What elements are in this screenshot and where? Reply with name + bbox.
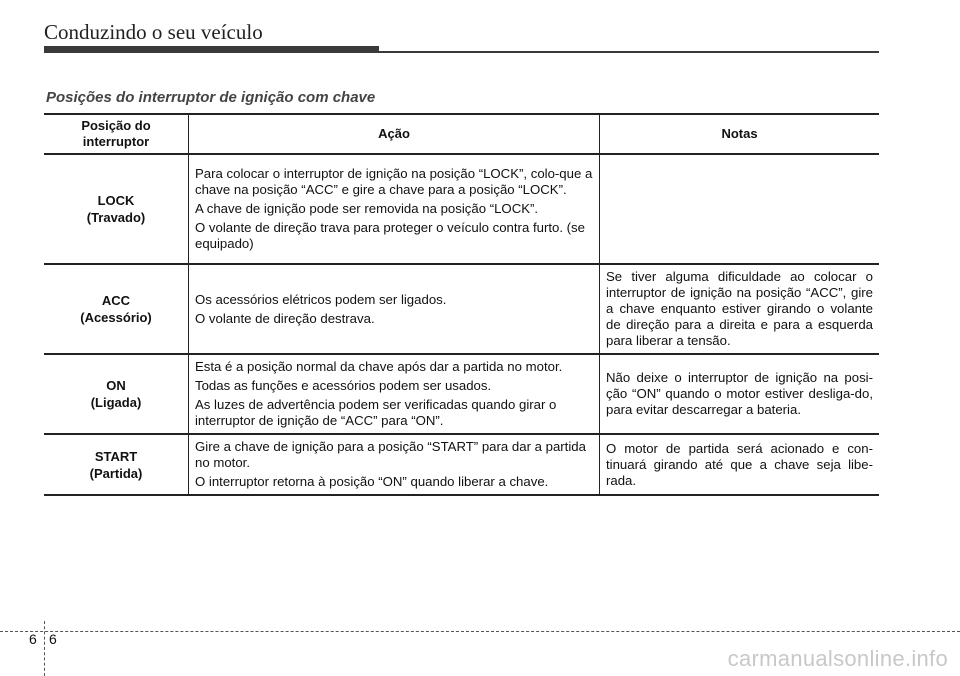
position-cell <box>44 154 189 264</box>
watermark-text: carmanualsonline.info <box>727 646 948 671</box>
position-cell <box>44 264 189 354</box>
column-header-action: Ação <box>189 114 600 154</box>
table-row-start <box>44 434 879 495</box>
column-header-notes: Notas <box>600 114 880 154</box>
action-text: Todas as funções e acessórios podem ser usados. <box>195 378 492 393</box>
action-text: As luzes de advertência podem ser verificadas quando girar o interruptor de ignição de “ACC” para “ON”. <box>195 397 557 428</box>
table-row-on <box>44 354 879 434</box>
table-row-lock <box>44 154 879 264</box>
position-label: (Travado) <box>86 210 146 225</box>
action-text: O volante de direção destrava. <box>195 310 375 326</box>
position-cell <box>44 354 189 434</box>
header-rule-thick <box>44 46 379 53</box>
table-header-row <box>44 114 879 154</box>
page-header-title: Conduzindo o seu veículo <box>44 20 263 44</box>
position-label: (Acessório) <box>80 310 152 325</box>
column-header-position: Posição do interruptor <box>44 114 189 154</box>
action-cell <box>189 154 600 264</box>
position-label: (Partida) <box>89 465 143 481</box>
notes-cell <box>600 154 880 264</box>
action-text: O volante de direção trava para proteger o veículo contra furto. (se equipado) <box>195 220 585 251</box>
notes-cell: Não deixe o interruptor de ignição na posi-ção “ON” quando o motor estiver desliga-do, para evitar descarregar a bateria. <box>600 354 880 434</box>
page-number: 6 <box>49 631 57 647</box>
section-title: Posições do interruptor de ignição com chave <box>46 89 376 106</box>
action-cell <box>189 354 600 434</box>
action-text: Para colocar o interruptor de ignição na posição “LOCK”, colo-que a chave na posição “ACC” e gire a chave para a posição “LOCK”. <box>195 166 593 197</box>
position-name: START <box>94 448 138 464</box>
footer-dashed-divider <box>44 621 45 676</box>
notes-cell: O motor de partida será acionado e con-tinuará girando até que a chave seja libe-rada. <box>600 434 880 495</box>
action-text: Esta é a posição normal da chave após dar a partida no motor. <box>195 359 563 374</box>
footer-dashed-rule <box>0 631 960 632</box>
position-label: (Ligada) <box>90 395 142 410</box>
table-row-acc <box>44 264 879 354</box>
position-name: ON <box>106 378 126 393</box>
action-cell <box>189 434 600 495</box>
position-name: ACC <box>101 293 131 308</box>
position-name: LOCK <box>97 193 135 208</box>
notes-cell: Se tiver alguma dificuldade ao colocar o interruptor de ignição na posição “ACC”, gire a chave enquanto estiver girando o volante de direção para a direita e para a esquerda para liberar a tensão. <box>600 264 880 354</box>
action-text: Os acessórios elétricos podem ser ligados. <box>195 291 447 307</box>
action-cell <box>189 264 600 354</box>
ignition-positions-table <box>44 113 879 496</box>
page-chapter-number: 6 <box>29 631 37 647</box>
header-rule-thin <box>379 51 879 53</box>
action-text: Gire a chave de ignição para a posição “START” para dar a partida no motor. <box>195 439 586 470</box>
action-text: O interruptor retorna à posição “ON” quando liberar a chave. <box>195 474 549 489</box>
position-cell <box>44 434 189 495</box>
action-text: A chave de ignição pode ser removida na posição “LOCK”. <box>195 201 539 216</box>
